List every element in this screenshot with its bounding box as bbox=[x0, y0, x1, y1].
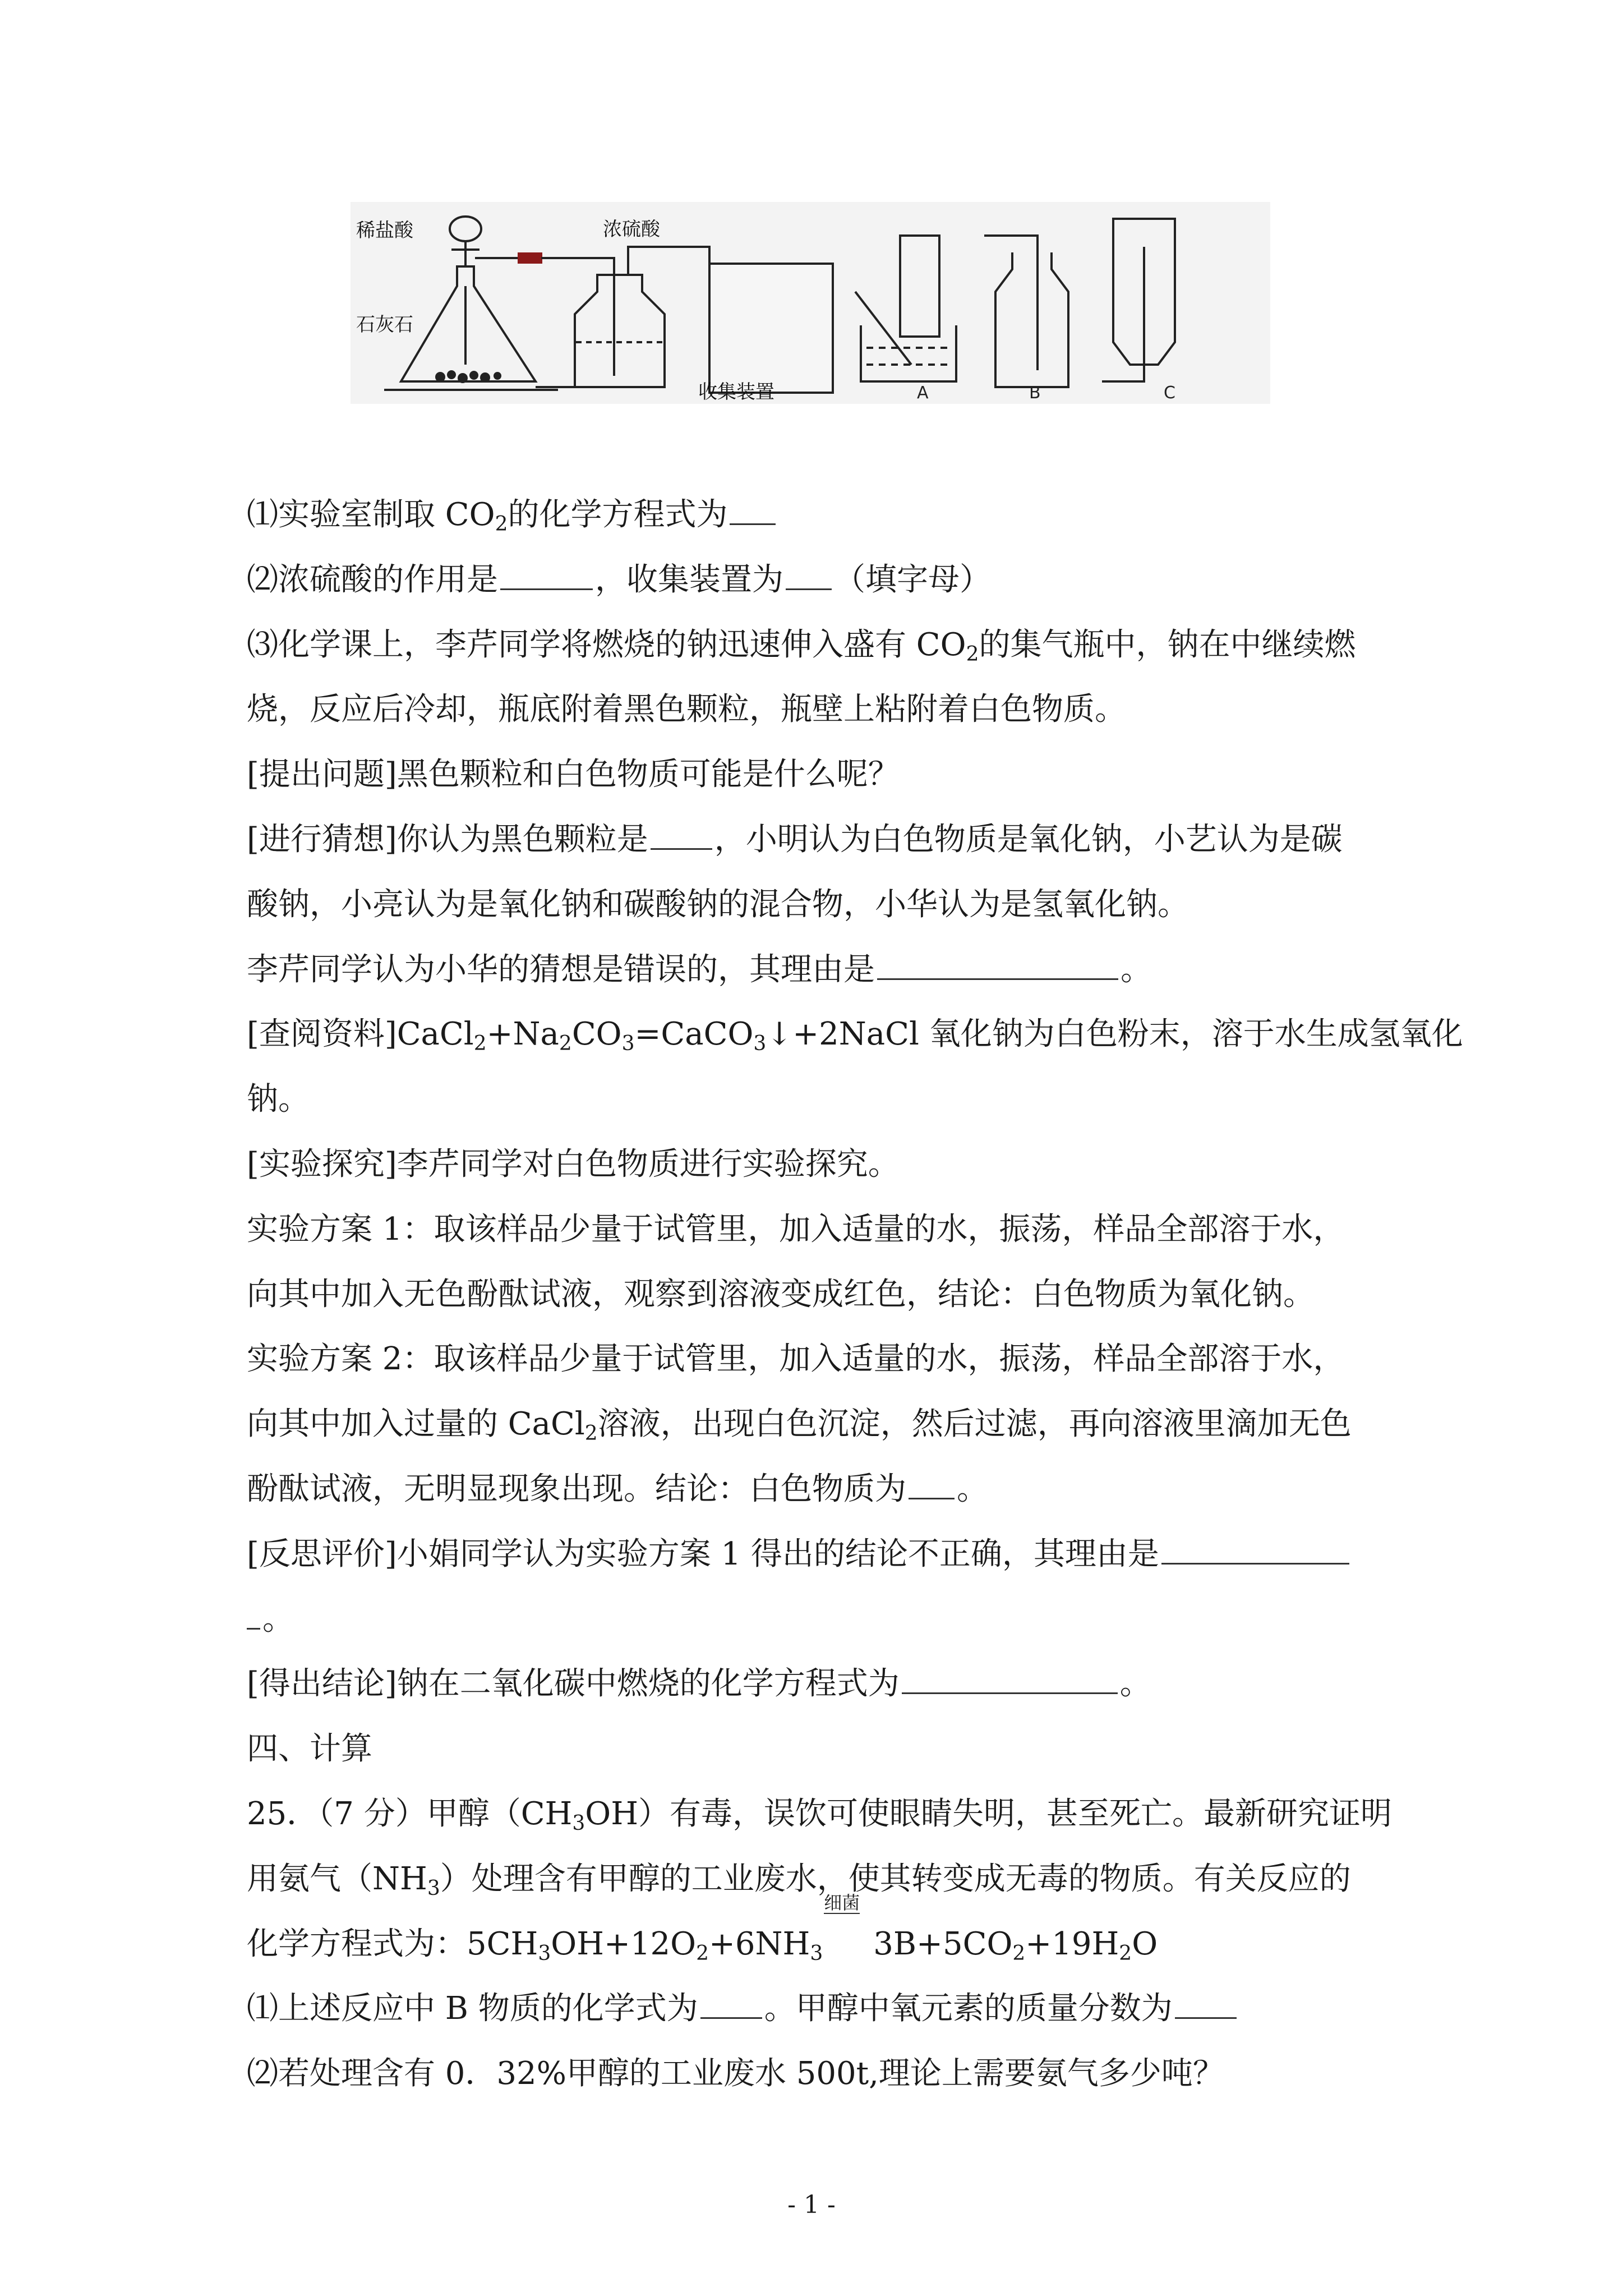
question-section: [提出问题]黑色颗粒和白色物质可能是什么呢？ bbox=[247, 756, 900, 793]
plan-2-cont: 向其中加入过量的 CaCl$_2$溶液，出现白色沉淀，然后过滤，再向溶液里滴加无色 bbox=[247, 1406, 1352, 1446]
device-b bbox=[984, 236, 1068, 387]
flask-apparatus bbox=[384, 217, 614, 390]
q-25-equation: 化学方程式为：$5CH_3OH+12O_2+6NH_3$ 细菌 $3B+5CO_2+19H_2O$ bbox=[247, 1912, 1385, 1977]
answer-blank[interactable] bbox=[877, 950, 1118, 980]
reference-section: [查阅资料]$CaCl_2+Na_2CO_3=CaCO_3↓+2NaCl$ 氧化钠为白色粉末，溶于水生成氢氧化 bbox=[247, 1016, 1463, 1056]
q-2: ⑵浓硫酸的作用是 ，收集装置为 （填字母） bbox=[247, 561, 991, 598]
q-25: 25．（7 分）甲醇$(CH_3OH)$有毒，误饮可使眼睛失明，甚至死亡。最新研究证明 bbox=[247, 1795, 1393, 1835]
apparatus-figure bbox=[351, 202, 1270, 404]
label-a: A bbox=[917, 383, 929, 403]
label-collector: 收集装置 bbox=[698, 381, 774, 403]
answer-blank[interactable] bbox=[651, 820, 712, 850]
experiment-section: [实验探究]李芹同学对白色物质进行实验探究。 bbox=[247, 1145, 900, 1182]
hypothesis-cont: 酸钠，小亮认为是氧化钠和碳酸钠的混合物，小华认为是氢氧化钠。 bbox=[247, 886, 1189, 923]
answer-blank[interactable] bbox=[247, 1600, 260, 1630]
conclusion-section: [得出结论]钠在二氧化碳中燃烧的化学方程式为 。 bbox=[247, 1665, 1151, 1703]
answer-blank[interactable] bbox=[1175, 1989, 1237, 2019]
reaction-condition: 细菌 3B+5CO bbox=[824, 1892, 1013, 1962]
plan-1-cont: 向其中加入无色酚酞试液，观察到溶液变成红色，结论：白色物质为氧化钠。 bbox=[247, 1276, 1315, 1313]
q-25-2: ⑵若处理含有 0．32%甲醇的工业废水 500t,理论上需要氨气多少吨？ bbox=[247, 2055, 1224, 2092]
q-3: ⑶化学课上，李芹同学将燃烧的钠迅速伸入盛有 $CO_2$的集气瓶中，钠在中继续燃 bbox=[247, 626, 1356, 666]
answer-blank[interactable] bbox=[1161, 1535, 1349, 1565]
collection-box bbox=[709, 264, 833, 393]
q-1: ⑴实验室制取 $CO_2$的化学方程式为 bbox=[247, 482, 1385, 547]
plan-1: 实验方案 1：取该样品少量于试管里，加入适量的水，振荡，样品全部溶于水， bbox=[247, 1211, 1345, 1248]
device-c bbox=[1102, 219, 1175, 381]
hypothesis-reason: 李芹同学认为小华的猜想是错误的，其理由是 。 bbox=[247, 951, 1152, 988]
label-c: C bbox=[1164, 383, 1175, 403]
answer-blank[interactable] bbox=[700, 1989, 762, 2019]
reference-cont: 钠。 bbox=[247, 1081, 310, 1118]
plan-2: 实验方案 2：取该样品少量于试管里，加入适量的水，振荡，样品全部溶于水， bbox=[247, 1341, 1345, 1378]
question-text bbox=[247, 482, 1463, 2106]
label-limestone: 石灰石 bbox=[356, 314, 413, 336]
label-dilute-hcl: 稀盐酸 bbox=[356, 219, 413, 242]
answer-blank[interactable] bbox=[902, 1664, 1118, 1694]
page-number: - 1 - bbox=[787, 2191, 836, 2219]
q-3-cont: 烧，反应后冷却，瓶底附着黑色颗粒，瓶壁上粘附着白色物质。 bbox=[247, 691, 1126, 728]
label-conc-h2so4: 浓硫酸 bbox=[603, 218, 660, 241]
hypothesis-section: [进行猜想]你认为黑色颗粒是 ，小明认为白色物质是氧化钠，小艺认为是碳 bbox=[247, 821, 1343, 858]
device-a bbox=[855, 236, 956, 381]
reflection-cont: 。 bbox=[247, 1587, 1385, 1652]
q-25-1: ⑴上述反应中 B 物质的化学式为 。甲醇中氧元素的质量分数为 bbox=[247, 1976, 1385, 2041]
wash-bottle bbox=[575, 247, 709, 387]
reflection-section: [反思评价]小娟同学认为实验方案 1 得出的结论不正确，其理由是 bbox=[247, 1522, 1385, 1587]
label-b: B bbox=[1029, 383, 1041, 403]
answer-blank[interactable] bbox=[500, 560, 593, 590]
answer-blank[interactable] bbox=[786, 560, 832, 590]
answer-blank[interactable] bbox=[909, 1470, 955, 1499]
answer-blank[interactable] bbox=[730, 495, 776, 525]
plan-2-conclusion: 酚酞试液，无明显现象出现。结论：白色物质为 。 bbox=[247, 1470, 988, 1507]
section-heading: 四、计算 bbox=[247, 1731, 372, 1768]
apparatus-diagram bbox=[351, 202, 1270, 404]
q-25-cont: 用氨气$(NH_3)$处理含有甲醇的工业废水，使其转变成无毒的物质。有关反应的 bbox=[247, 1860, 1351, 1900]
